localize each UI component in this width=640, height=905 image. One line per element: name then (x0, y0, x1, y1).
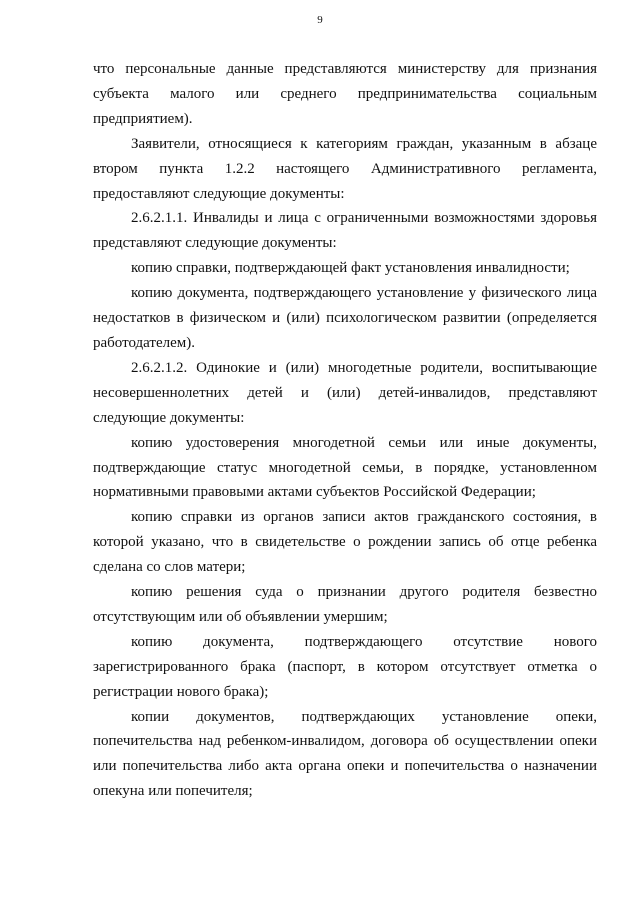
paragraph-no-new-marriage: копию документа, подтверждающего отсутствие нового зарегистрированного брака (паспорт, в котором отсутствует отметка о регистрации нового брака); (93, 633, 597, 700)
paragraph-civil-registry-certificate: копию справки из органов записи актов гражданского состояния, в которой указано, что в свидетельстве о рождении запись об отце ребенка сделана со слов матери; (93, 509, 597, 576)
paragraph-limitations-document: копию документа, подтверждающего установление у физического лица недостатков в физическом и (или) психологическом развитии (определяется работодателем). (93, 285, 597, 351)
paragraph-2-6-2-1-1: 2.6.2.1.1. Инвалиды и лица с ограниченными возможностями здоровья представляют следующие документы: (93, 210, 597, 252)
paragraph-applicants: Заявители, относящиеся к категориям граждан, указанным в абзаце втором пункта 1.2.2 настоящего Административного регламента, предоставляют следующие документы: (93, 135, 597, 202)
paragraph-court-decision: копию решения суда о признании другого родителя безвестно отсутствующим или об объявлении умершим; (93, 584, 597, 625)
paragraph-2-6-2-1-2: 2.6.2.1.2. Одинокие и (или) многодетные родители, воспитывающие несовершеннолетних детей и (или) детей-инвалидов, представляют следующие документы: (93, 359, 597, 426)
paragraph-large-family-certificate: копию удостоверения многодетной семьи или иные документы, подтверждающие статус многодетной семьи, в порядке, установленном нормативными правовыми актами субъектов Российской Федерации; (93, 434, 597, 501)
paragraph-guardianship-documents: копии документов, подтверждающих установление опеки, попечительства над ребенком-инвалидом, договора об осуществлении опеки или попечительства либо акта органа опеки и попечительства о назначении опекуна или попечителя; (93, 708, 597, 800)
document-body (93, 57, 597, 804)
paragraph-disability-certificate: копию справки, подтверждающей факт установления инвалидности; (131, 260, 570, 277)
paragraph-continuation: что персональные данные представляются министерству для признания субъекта малого или среднего предпринимательства социальным предприятием). (93, 61, 597, 127)
page-number: 9 (317, 14, 323, 26)
